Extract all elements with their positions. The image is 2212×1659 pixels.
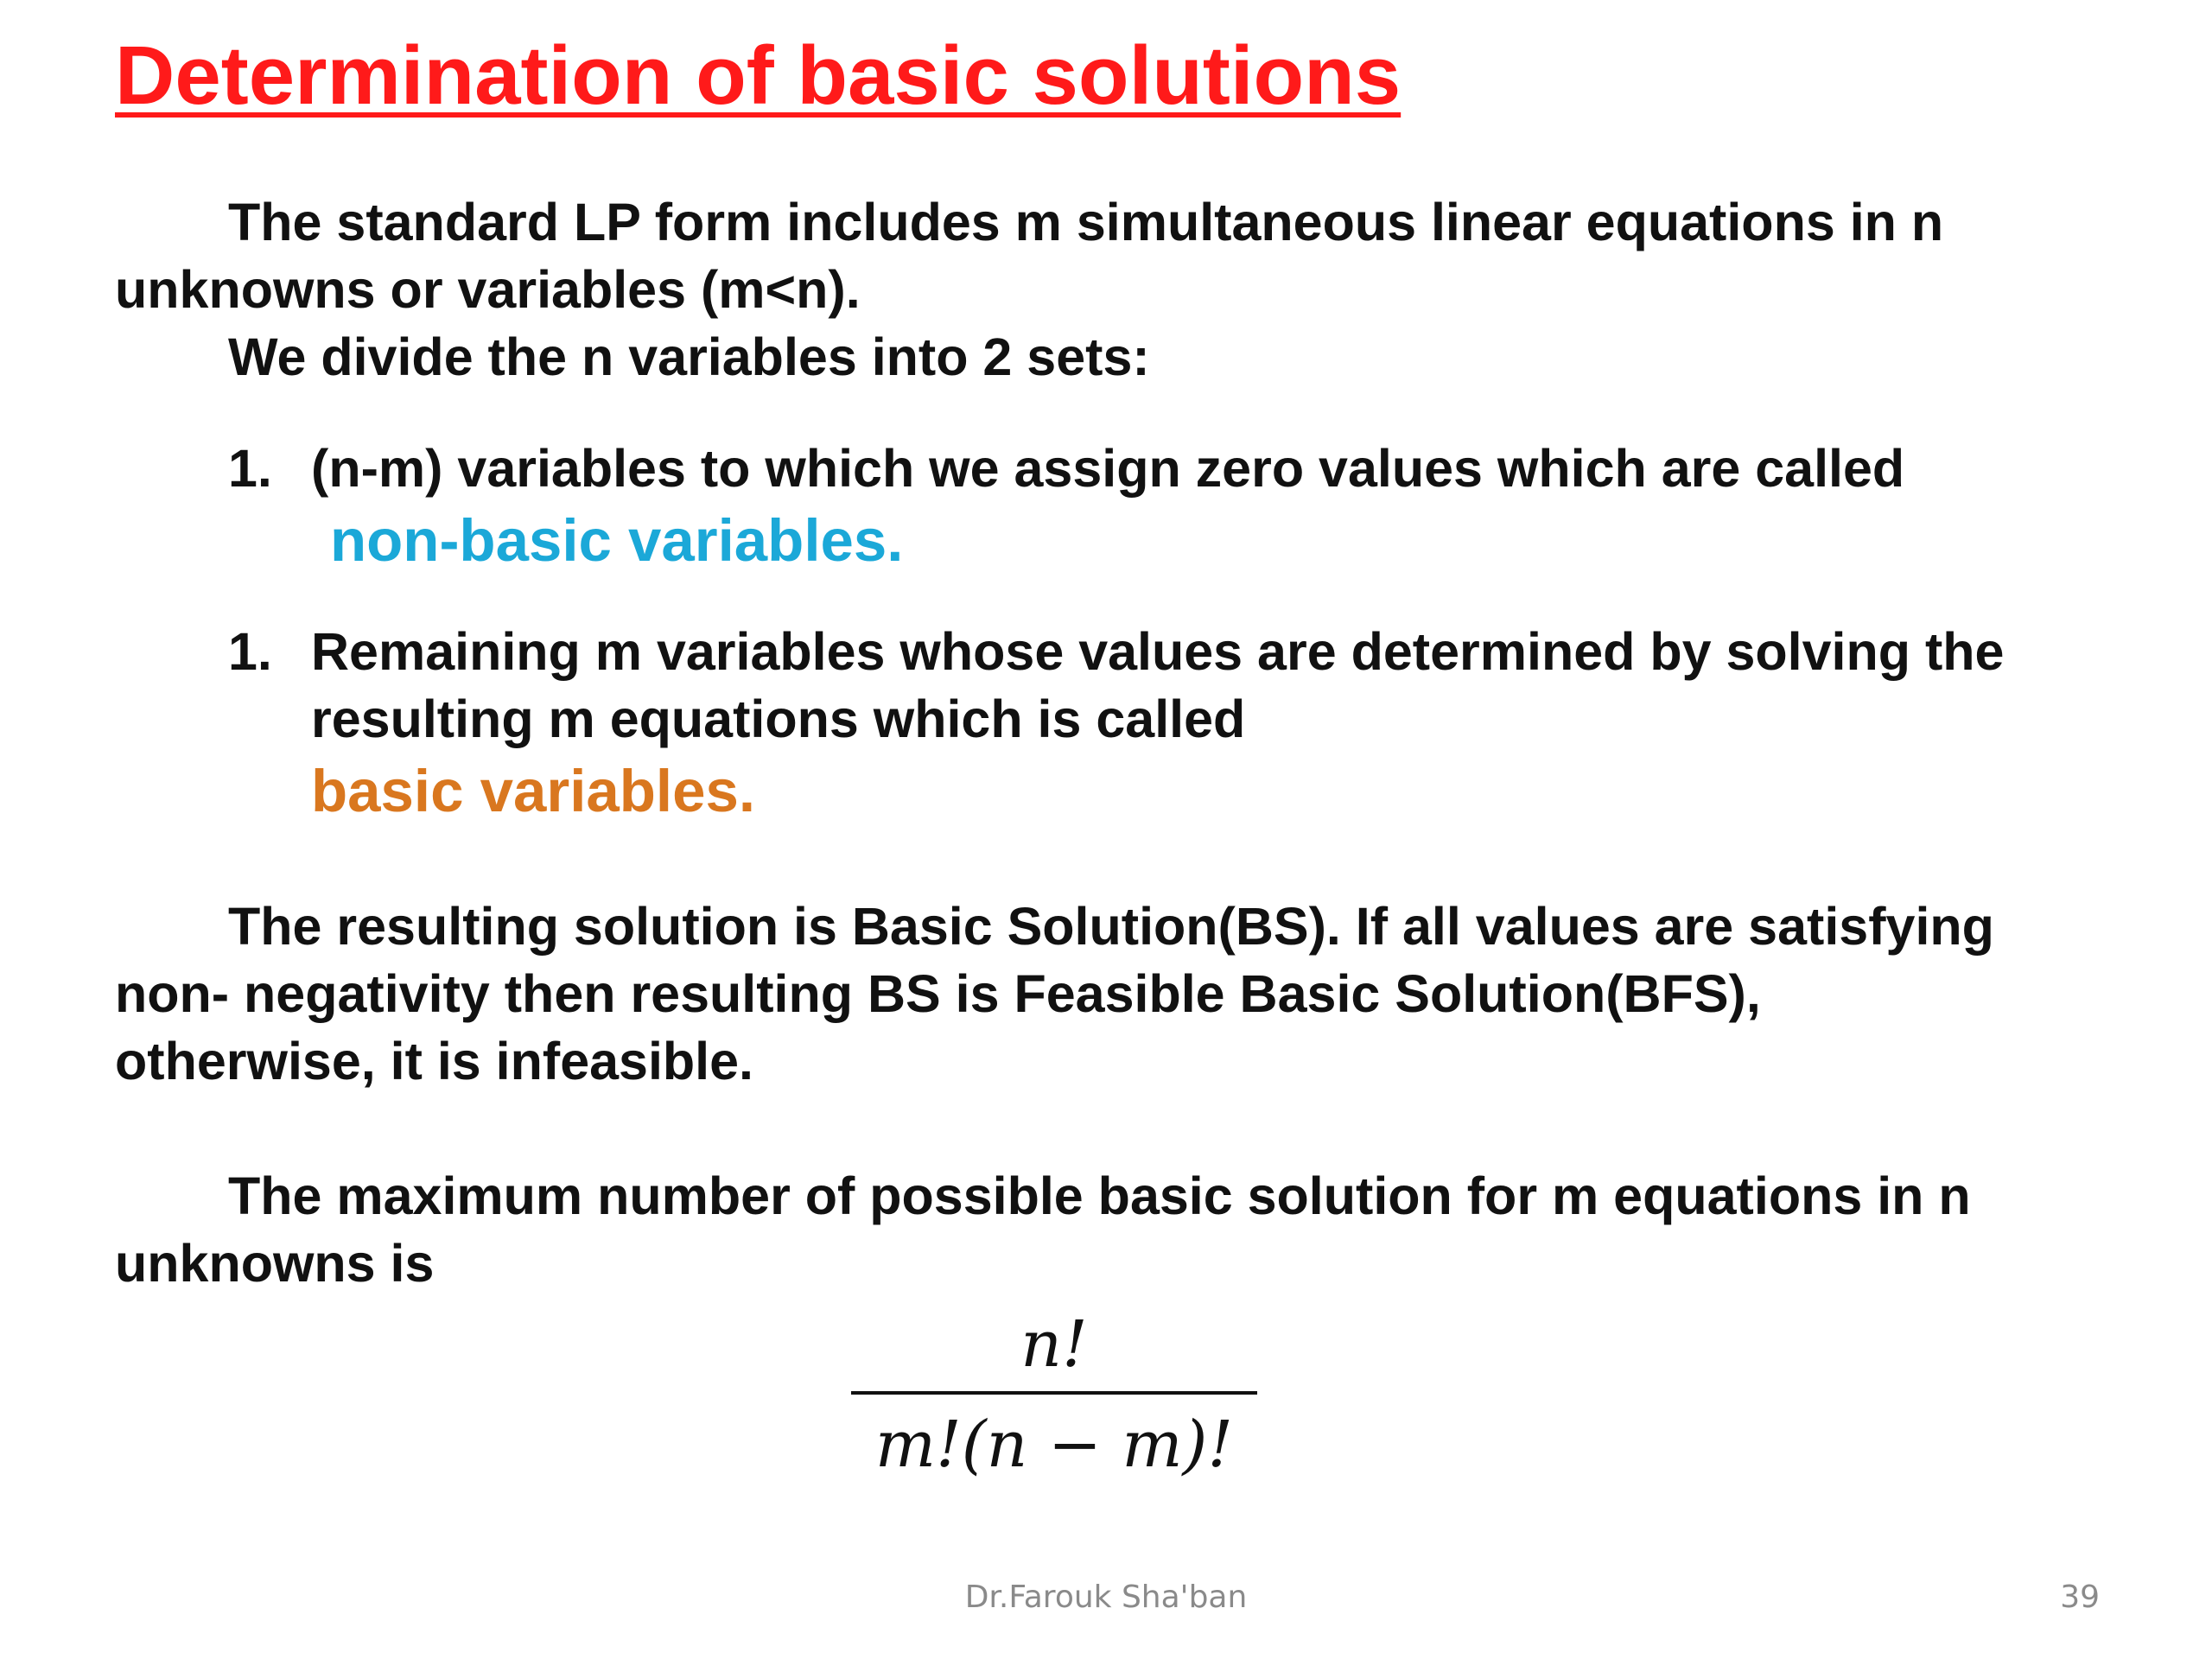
intro-line-1: The standard LP form includes m simultaneous linear equations in n: [228, 193, 1944, 251]
paragraph-2-line-2: non- negativity then resulting BS is Feasible Basic Solution(BFS),: [115, 964, 1761, 1023]
basic-variables-term: basic variables.: [311, 758, 755, 824]
list-item-text-line-1: Remaining m variables whose values are determined by solving the: [311, 622, 2005, 681]
paragraph-2-line-3: otherwise, it is infeasible.: [115, 1032, 753, 1090]
paragraph-2-line-1: The resulting solution is Basic Solution(BS). If all values are satisfying: [228, 897, 1994, 956]
basic-solution-paragraph: [115, 893, 2128, 1095]
list-body: [311, 435, 2129, 580]
list-number: 1.: [228, 439, 272, 498]
list-body: [311, 618, 2129, 830]
paragraph-3-line-1: The maximum number of possible basic solution for m equations in n: [228, 1166, 1971, 1225]
fraction-bar: [851, 1391, 1257, 1395]
formula-numerator: n!: [1020, 1307, 1088, 1382]
list-item-basic: [228, 618, 2129, 830]
intro-line-2: unknowns or variables (m<n).: [115, 260, 861, 319]
list-item-text-line-2: resulting m equations which is called: [311, 690, 1246, 748]
combination-formula: [851, 1305, 1257, 1488]
footer-author: Dr.Farouk Sha'ban: [964, 1580, 1248, 1615]
formula-denominator: m!(n − m)!: [874, 1408, 1234, 1482]
list-item-non-basic: [228, 435, 2129, 580]
intro-line-3: We divide the n variables into 2 sets:: [228, 327, 1150, 386]
slide-title: Determination of basic solutions: [115, 29, 1402, 122]
page-number: 39: [2060, 1580, 2100, 1615]
max-solutions-paragraph: [115, 1162, 2128, 1297]
paragraph-3-line-2: unknowns is: [115, 1234, 435, 1293]
intro-paragraph: [115, 188, 2128, 391]
list-number: 1.: [228, 622, 272, 681]
list-item-text: (n-m) variables to which we assign zero values which are called: [311, 439, 1905, 498]
non-basic-variables-term: non-basic variables.: [330, 507, 904, 574]
